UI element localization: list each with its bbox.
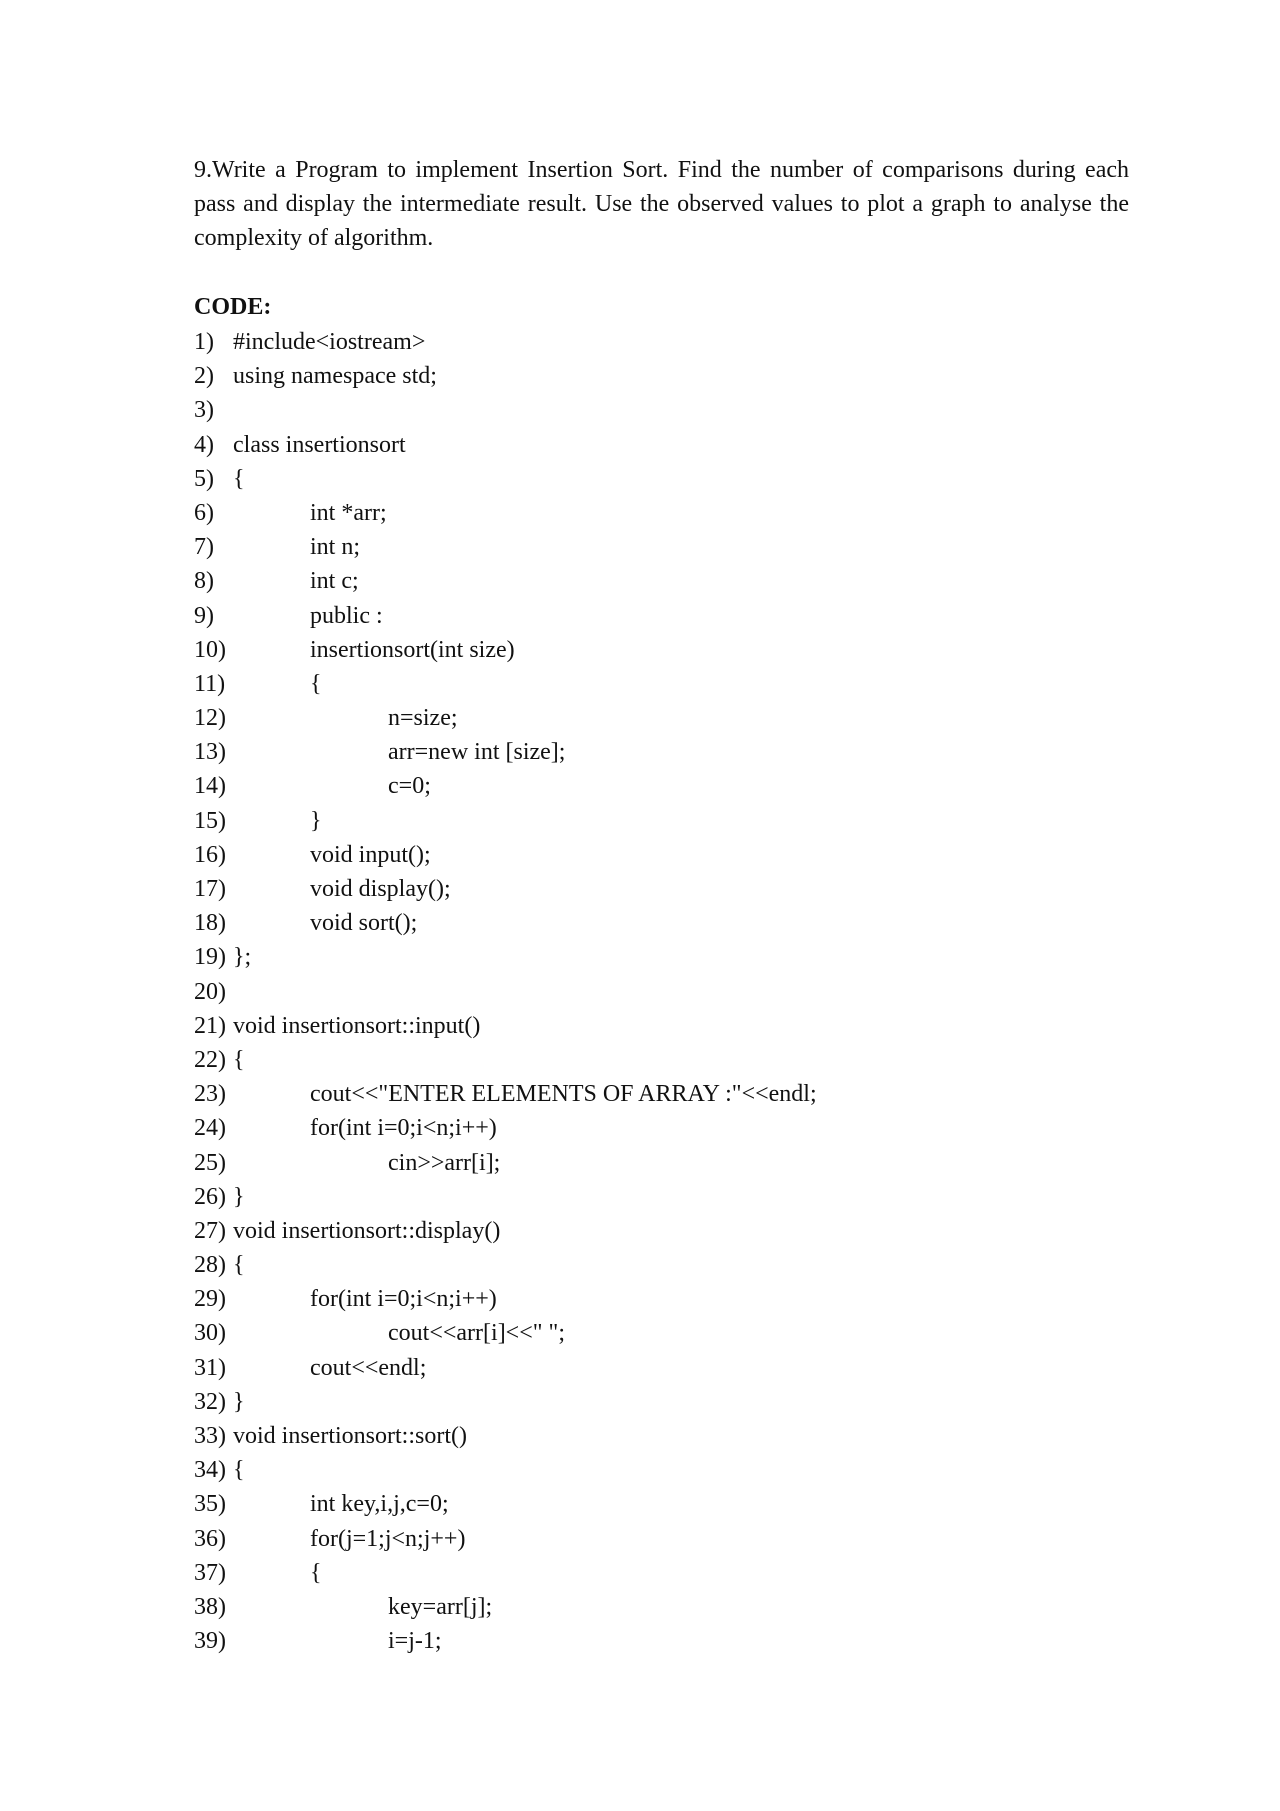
code-line — [194, 530, 1144, 564]
code-line — [194, 1624, 1144, 1658]
code-text: c=0; — [388, 773, 431, 800]
line-number: 1) — [194, 329, 214, 355]
code-text: int c; — [310, 568, 359, 595]
line-number: 7) — [194, 534, 214, 561]
line-number: 11) — [194, 670, 226, 697]
line-number: 36) — [194, 1525, 226, 1552]
code-line — [194, 428, 1144, 462]
code-line — [194, 393, 1144, 427]
line-number: 37) — [194, 1559, 226, 1586]
line-number: 14) — [194, 773, 226, 800]
code-text: cout<<arr[i]<<" "; — [388, 1320, 566, 1347]
code-text: insertionsort(int size) — [310, 636, 515, 663]
code-text: } — [233, 1388, 245, 1415]
code-line — [194, 359, 1144, 393]
code-line — [194, 1111, 1144, 1145]
code-line — [194, 872, 1144, 906]
code-line — [194, 975, 1144, 1009]
code-text: cin>>arr[i]; — [388, 1149, 501, 1176]
code-text: for(j=1;j<n;j++) — [310, 1525, 466, 1552]
code-text: int *arr; — [310, 499, 387, 526]
line-number: 6) — [194, 499, 214, 526]
line-number: 31) — [194, 1354, 226, 1381]
code-text: i=j-1; — [388, 1628, 442, 1655]
line-number: 13) — [194, 739, 226, 766]
code-line — [194, 1077, 1144, 1111]
code-line — [194, 1419, 1144, 1453]
code-line — [194, 1590, 1144, 1624]
code-line — [194, 769, 1144, 803]
code-text: } — [233, 1183, 245, 1210]
code-text: void display(); — [310, 876, 451, 902]
code-line — [194, 1556, 1144, 1590]
line-number: 25) — [194, 1149, 226, 1176]
code-text: int n; — [310, 534, 361, 561]
line-number: 4) — [194, 431, 214, 458]
code-heading: CODE: — [194, 294, 272, 320]
code-line — [194, 1214, 1144, 1248]
line-number: 28) — [194, 1252, 226, 1279]
line-number: 27) — [194, 1217, 226, 1244]
line-number: 38) — [194, 1593, 226, 1620]
code-line — [194, 462, 1144, 496]
line-number: 18) — [194, 910, 226, 937]
line-number: 2) — [194, 363, 214, 390]
code-text: cout<<endl; — [310, 1354, 427, 1381]
line-number: 35) — [194, 1491, 226, 1518]
line-number: 24) — [194, 1115, 226, 1142]
code-text: int key,i,j,c=0; — [310, 1491, 449, 1518]
line-number: 15) — [194, 807, 226, 834]
code-text: { — [233, 1252, 245, 1279]
code-text: arr=new int [size]; — [388, 739, 566, 766]
code-text: void insertionsort::sort() — [233, 1423, 467, 1449]
line-number: 9) — [194, 602, 214, 629]
code-text: void input(); — [310, 841, 431, 868]
line-number: 22) — [194, 1046, 226, 1073]
line-number: 34) — [194, 1457, 226, 1484]
code-line — [194, 564, 1144, 598]
code-text: } — [310, 807, 322, 834]
code-line — [194, 1487, 1144, 1521]
code-line — [194, 1282, 1144, 1316]
code-text: public : — [310, 602, 383, 629]
line-number: 20) — [194, 978, 226, 1005]
code-line — [194, 838, 1144, 872]
line-number: 26) — [194, 1183, 226, 1210]
line-number: 17) — [194, 876, 226, 902]
code-text: for(int i=0;i<n;i++) — [310, 1286, 497, 1313]
code-line — [194, 633, 1144, 667]
code-text: { — [310, 1559, 322, 1586]
code-line — [194, 1385, 1144, 1419]
code-text: #include<iostream> — [233, 329, 426, 355]
code-line — [194, 940, 1144, 974]
code-text: void insertionsort::input() — [233, 1012, 481, 1039]
code-line — [194, 667, 1144, 701]
code-text: using namespace std; — [233, 363, 437, 390]
code-line — [194, 1351, 1144, 1385]
line-number: 5) — [194, 465, 214, 492]
code-text: class insertionsort — [233, 431, 406, 458]
line-number: 3) — [194, 397, 214, 424]
line-number: 32) — [194, 1388, 226, 1415]
code-text: { — [233, 465, 245, 492]
line-number: 29) — [194, 1286, 226, 1313]
code-line — [194, 599, 1144, 633]
code-text: cout<<"ENTER ELEMENTS OF ARRAY :"<<endl; — [310, 1081, 817, 1108]
code-line — [194, 1180, 1144, 1214]
code-text: }; — [233, 944, 252, 971]
code-text: { — [310, 670, 322, 697]
line-number: 33) — [194, 1423, 226, 1449]
code-line — [194, 1316, 1144, 1350]
line-number: 21) — [194, 1012, 226, 1039]
code-text: for(int i=0;i<n;i++) — [310, 1115, 497, 1142]
code-line — [194, 701, 1144, 735]
code-text: n=size; — [388, 705, 458, 732]
line-number: 23) — [194, 1081, 226, 1108]
code-line — [194, 906, 1144, 940]
code-text: void insertionsort::display() — [233, 1217, 501, 1244]
line-number: 16) — [194, 841, 226, 868]
line-number: 10) — [194, 636, 226, 663]
line-number: 39) — [194, 1628, 226, 1655]
line-number: 12) — [194, 705, 226, 732]
code-line — [194, 1522, 1144, 1556]
code-line — [194, 1009, 1144, 1043]
code-line — [194, 804, 1144, 838]
code-line — [194, 496, 1144, 530]
code-line — [194, 325, 1144, 359]
code-line — [194, 1146, 1144, 1180]
line-number: 19) — [194, 944, 226, 971]
code-text: { — [233, 1046, 245, 1073]
code-listing — [194, 325, 1144, 1658]
code-text: void sort(); — [310, 910, 418, 937]
code-line — [194, 735, 1144, 769]
code-text: { — [233, 1457, 245, 1484]
code-line — [194, 1043, 1144, 1077]
line-number: 8) — [194, 568, 214, 595]
code-line — [194, 1248, 1144, 1282]
code-line — [194, 1453, 1144, 1487]
line-number: 30) — [194, 1320, 226, 1347]
question-text: 9.Write a Program to implement Insertion Sort. Find the number of comparisons during each pass and display the intermediate result. Use the observed values to plot a graph to analyse the complexity of algorithm. — [194, 157, 1129, 251]
code-text: key=arr[j]; — [388, 1593, 493, 1620]
